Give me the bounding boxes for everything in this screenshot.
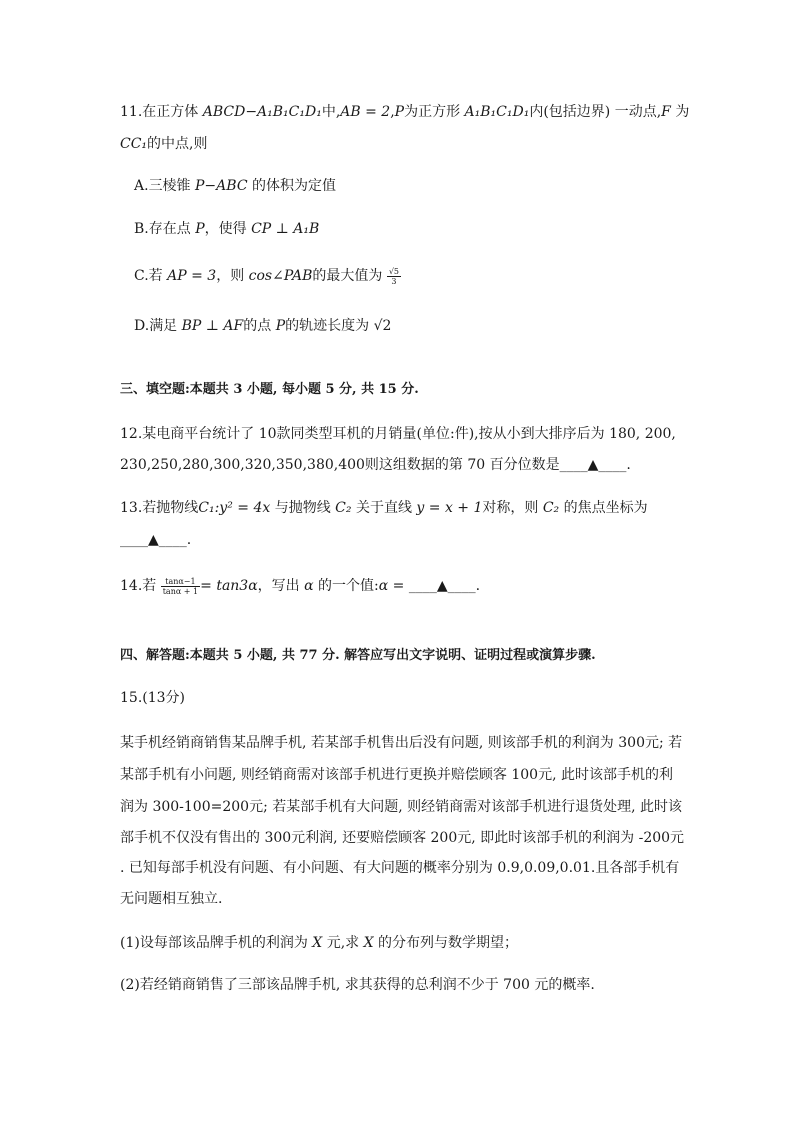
q15-para-line: 部手机不仅没有售出的 300元利润, 还要赔偿顾客 200元, 即此时该部手机的利润为 -200元 [120, 830, 685, 846]
option-label: A. [134, 178, 149, 194]
q11-text: 为正方形 [404, 104, 461, 120]
option-math: CP ⊥ A₁B [251, 221, 320, 237]
q11-option-a [134, 176, 336, 196]
fraction-numerator: tanα−1 [161, 577, 200, 587]
option-text: 的点 [243, 318, 272, 334]
q13-text: 对称，则 [482, 500, 539, 516]
q15-math: X [363, 935, 374, 951]
q11-option-b [134, 219, 319, 239]
q13-answer-blank: ____▲____. [120, 532, 192, 548]
option-label: D. [134, 318, 150, 334]
q13-line1 [120, 498, 648, 518]
option-math: P [195, 221, 205, 237]
q14-math: α = [378, 578, 405, 594]
q13-parabola-c1: C₁:y² = 4x [198, 500, 271, 516]
fraction-denominator: 3 [391, 276, 397, 286]
fraction-numerator: √5 [388, 266, 400, 276]
q14-math: α [304, 578, 314, 594]
q15-para-line: 某部手机有小问题, 则经销商需对该部手机进行更换并赔偿顾客 100元, 此时该部手机的利 [120, 767, 673, 783]
option-text: 存在点 [148, 221, 191, 237]
q11-text: 为 [675, 104, 690, 120]
q14-math: = tan3α [200, 578, 258, 594]
q11-text: , [390, 104, 395, 120]
q14-line [120, 576, 480, 596]
q11-cc1: CC₁ [120, 136, 148, 152]
fraction [387, 267, 401, 286]
q15-text: 的分布列与数学期望； [378, 935, 519, 951]
q11-square: A₁B₁C₁D₁ [464, 104, 530, 120]
q15-header: 15.(13分) [120, 690, 186, 706]
q11-text: 的中点,则 [147, 136, 208, 152]
q14-text: 14.若 [120, 578, 157, 594]
q11-option-d [134, 316, 391, 336]
q15-sub1 [120, 933, 518, 953]
option-label: C. [134, 268, 149, 284]
q13-text: 13.若抛物线 [120, 500, 199, 516]
fraction-denominator: tanα + 1 [162, 586, 199, 596]
option-math: √2 [373, 318, 392, 334]
option-math: cos∠PAB [248, 268, 313, 284]
q13-parabola-c2: C₂ [542, 500, 560, 516]
section-3-heading: 三、填空题:本题共 3 小题, 每小题 5 分, 共 15 分. [120, 382, 419, 397]
q13-line-eq: y = x + 1 [416, 500, 483, 516]
q13-text: 的焦点坐标为 [563, 500, 648, 516]
option-text: 的最大值为 [312, 268, 383, 284]
q14-text: ，写出 [257, 578, 300, 594]
option-math: BP ⊥ AF [181, 318, 244, 334]
q11-point-f: F [661, 104, 671, 120]
q12-line1: 12.某电商平台统计了 10款同类型耳机的月销量(单位:件),按从小到大排序后为 180, 200, [120, 426, 676, 442]
q11-text: 在正方体 [142, 104, 199, 120]
q11-cube: ABCD−A₁B₁C₁D₁ [202, 104, 322, 120]
option-text: ，则 [216, 268, 245, 284]
q15-para-line: . 已知每部手机没有问题、有小问题、有大问题的概率分别为 0.9,0.09,0.01.且各部手机有 [120, 860, 680, 876]
option-text: 的体积为定值 [252, 178, 336, 194]
q15-text: (1)设每部该品牌手机的利润为 [120, 935, 308, 951]
option-text: 三棱锥 [148, 178, 191, 194]
q13-text: 关于直线 [355, 500, 412, 516]
q11-point-p: P [394, 104, 405, 120]
q11-number: 11. [120, 104, 143, 120]
option-text: 满足 [149, 318, 178, 334]
q15-text: 元,求 [326, 935, 360, 951]
option-math: P−ABC [195, 178, 248, 194]
q11-text: 内(包括边界) 一动点, [529, 104, 662, 120]
option-math: P [275, 318, 286, 334]
q13-parabola-c2: C₂ [335, 500, 352, 516]
option-label: B. [134, 221, 149, 237]
q11-ab: AB = 2 [340, 104, 391, 120]
q15-math: X [312, 935, 323, 951]
q15-para-line: 无问题相互独立. [120, 891, 223, 907]
section-4-heading: 四、解答题:本题共 5 小题, 共 77 分. 解答应写出文字说明、证明过程或演算步骤. [120, 648, 596, 663]
q11-text: 中, [321, 104, 341, 120]
q11-stem-line2 [120, 134, 208, 154]
q14-text: 的一个值: [318, 578, 379, 594]
option-text: 若 [148, 268, 163, 284]
option-text: 的轨迹长度为 [285, 318, 370, 334]
q15-para-line: 某手机经销商销售某品牌手机, 若某部手机售出后没有问题, 则该部手机的利润为 300元; 若 [120, 735, 683, 751]
option-text: ，使得 [204, 221, 247, 237]
q11-stem-line1 [120, 102, 689, 122]
q12-line2: 230,250,280,300,320,350,380,400则这组数据的第 70 百分位数是____▲____. [120, 457, 631, 473]
fraction [161, 577, 200, 596]
q15-sub2: (2)若经销商销售了三部该品牌手机, 求其获得的总利润不少于 700 元的概率. [120, 977, 595, 993]
q15-para-line: 润为 300-100=200元; 若某部手机有大问题, 则经销商需对该部手机进行退货处理, 此时该 [120, 799, 683, 815]
q11-option-c [134, 266, 401, 286]
q14-answer-blank: ____▲____. [408, 578, 481, 594]
option-math: AP = 3 [167, 268, 217, 284]
q13-text: 与抛物线 [274, 500, 331, 516]
